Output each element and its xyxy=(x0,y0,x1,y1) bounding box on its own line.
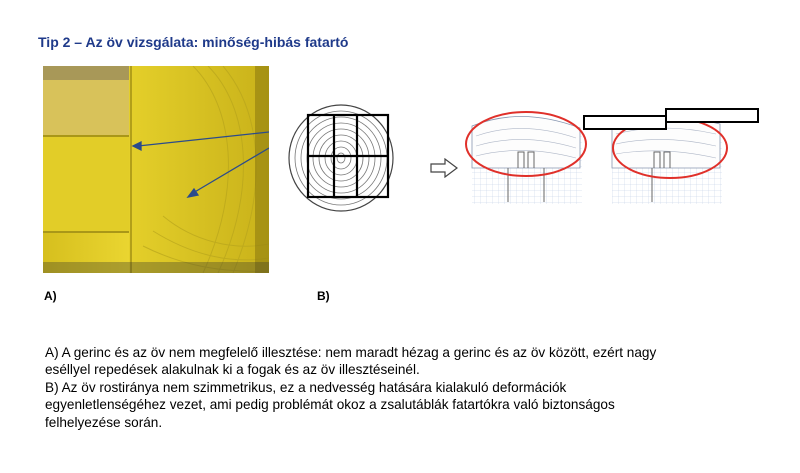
deformation-simulation-figures xyxy=(462,106,762,206)
log-cross-section-diagram xyxy=(287,103,395,213)
beam-joint-photo xyxy=(43,66,269,273)
description-text xyxy=(45,344,685,431)
paragraph-b: B) Az öv rostiránya nem szimmetrikus, ez a nedvesség hatására kialakuló deformációk egyenletlenségéhez vezet, ami pedig problémát okoz a zsalutáblák fatartókra való biztonságos felhelyezése során. xyxy=(45,379,615,430)
slide-title: Tip 2 – Az öv vizsgálata: minőség-hibás fatartó xyxy=(38,34,349,50)
figure-label-a: A) xyxy=(44,289,57,303)
right-arrow-icon xyxy=(430,158,458,178)
paragraph-a: A) A gerinc és az öv nem megfelelő illesztése: nem maradt hézag a gerinc és az öv között, ezért nagy eséllyel repedések alakulnak ki a fogak és az öv illesztéseinél. xyxy=(45,345,657,378)
figure-label-b: B) xyxy=(317,289,330,303)
